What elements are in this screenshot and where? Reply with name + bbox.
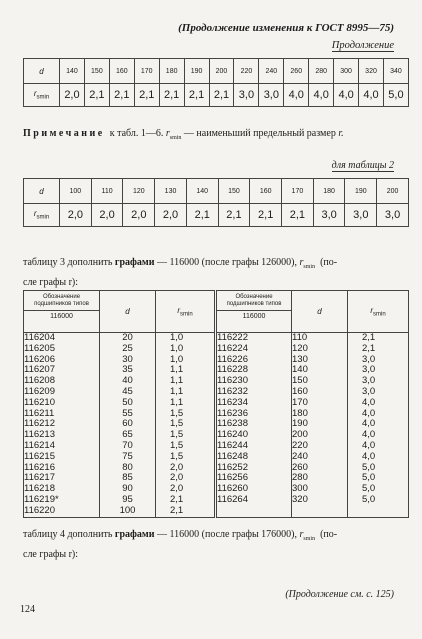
d-value-cell: 140 <box>186 179 218 204</box>
para3-r-sub: smin <box>303 264 316 270</box>
d-value-cell: 190 <box>345 179 377 204</box>
table-3-cell: 116236 <box>217 407 248 419</box>
table-3-cell: 2,1 <box>170 504 184 516</box>
table-3-cell: 116248 <box>217 450 248 462</box>
d-value-cell: 170 <box>134 59 159 84</box>
table-2-r-label: $r_{smin}$ <box>24 204 60 227</box>
table-3-cell: 116244 <box>217 439 248 451</box>
table-3-cell: 116220 <box>24 504 55 516</box>
table-3-right-d-header: d <box>292 291 348 333</box>
table-3-cell: 1,5 <box>170 450 184 462</box>
r-value-cell: 2,1 <box>218 204 250 227</box>
r-value-cell: 4,0 <box>359 84 384 107</box>
table-3-cell: 4,0 <box>362 450 376 462</box>
note-symbol-sub: smin <box>169 135 182 141</box>
table-3-cell: 5,0 <box>362 461 376 473</box>
table-3-cell: 180 <box>292 407 308 419</box>
para4-part1: таблицу 4 дополнить <box>23 529 113 540</box>
table-3-cell: 116226 <box>217 353 248 365</box>
d-value-cell: 150 <box>218 179 250 204</box>
table-3-cell: 4,0 <box>362 439 376 451</box>
table-3-cell: 95 <box>122 493 133 505</box>
table-3-cell: 3,0 <box>362 353 376 365</box>
para3-part3: (по- <box>320 257 338 268</box>
table-3-cell: 4,0 <box>362 396 376 408</box>
r-value-cell: 5,0 <box>383 84 408 107</box>
continuation-label: Продолжение <box>331 40 394 51</box>
table-3-cell: 110 <box>292 332 308 343</box>
table-3-cell: 2,1 <box>362 332 376 343</box>
continued-note: (Продолжение см. с. 125) <box>285 589 394 600</box>
table-1-r-label: $r_{smin}$ <box>24 84 60 107</box>
r-value-cell: 2,1 <box>250 204 282 227</box>
table-3-cell: 1,1 <box>170 396 184 408</box>
table-4-instruction <box>23 527 408 562</box>
table-3-cell: 200 <box>292 429 308 441</box>
table-3-cell: 2,1 <box>362 342 376 354</box>
table-3-cell: 90 <box>122 483 133 495</box>
table-1-d-label: d <box>24 59 60 84</box>
table-3-cell: 116240 <box>217 429 248 441</box>
note-tail: r. <box>338 128 344 139</box>
table-3-cell: 5,0 <box>362 472 376 484</box>
para3-line2: сле графы r): <box>23 277 79 288</box>
table-3-cell: 116224 <box>217 342 248 354</box>
table-3-instruction <box>23 255 408 290</box>
table-3-right-r-header: $r_{smin}$ <box>348 291 409 333</box>
table-3-cell: 20 <box>122 332 133 343</box>
para4-r: r <box>299 529 304 540</box>
table-3-cell: 116205 <box>24 342 55 354</box>
table-3-cell: 1,0 <box>170 332 184 343</box>
table-3-cell: 260 <box>292 461 308 473</box>
table-3-right-code-header <box>216 291 292 333</box>
table-3-cell: 116209 <box>24 385 55 397</box>
para4-r-sub: smin <box>303 536 316 542</box>
table-3-cell: 116238 <box>217 418 248 430</box>
table-3-left-code-header <box>24 291 100 333</box>
table-2-d-label: d <box>24 179 60 204</box>
table-3-cell: 45 <box>122 385 133 397</box>
d-value-cell: 160 <box>250 179 282 204</box>
para3-bold: графами <box>114 257 155 268</box>
right-r-column <box>348 333 409 518</box>
right-header-code: 116000 <box>217 310 291 324</box>
d-value-cell: 120 <box>123 179 155 204</box>
table-3-cell: 2,0 <box>170 461 184 473</box>
note-symbol: r <box>165 128 170 139</box>
r-value-cell: 3,0 <box>377 204 409 227</box>
r-value-cell: 2,1 <box>134 84 159 107</box>
para4-line2: сле графы r): <box>23 549 79 560</box>
left-header-label: Обозначение подшипников типов <box>34 294 89 307</box>
d-value-cell: 200 <box>209 59 234 84</box>
r-value-cell: 2,0 <box>155 204 187 227</box>
table-3-cell: 30 <box>122 353 133 365</box>
d-value-cell: 240 <box>259 59 284 84</box>
para4-bold: графами <box>114 529 155 540</box>
table-3-cell: 116212 <box>24 418 55 430</box>
table-3-cell: 130 <box>292 353 308 365</box>
table-3-cell: 100 <box>119 504 136 516</box>
table-3-left-d-header: d <box>100 291 156 333</box>
para3-part1: таблицу 3 дополнить <box>23 257 113 268</box>
d-value-cell: 260 <box>284 59 309 84</box>
table-3-cell: 40 <box>122 375 133 387</box>
table-3-cell: 3,0 <box>362 375 376 387</box>
table-3-cell: 320 <box>292 493 308 505</box>
table-3-cell: 116204 <box>24 332 55 343</box>
table-3-cell: 240 <box>292 450 308 462</box>
r-value-cell: 2,1 <box>159 84 184 107</box>
d-value-cell: 340 <box>383 59 408 84</box>
table-3-cell: 116222 <box>217 332 248 343</box>
d-value-cell: 140 <box>60 59 85 84</box>
table-2-caption: для таблицы 2 <box>331 160 394 171</box>
right-d-column <box>292 333 348 518</box>
table-3-cell: 60 <box>122 418 133 430</box>
table-3-cell: 70 <box>122 439 133 451</box>
r-value-cell: 4,0 <box>309 84 334 107</box>
table-3-cell: 150 <box>292 375 308 387</box>
r-value-cell: 2,1 <box>109 84 134 107</box>
r-value-cell: 2,1 <box>209 84 234 107</box>
table-3-cell: 55 <box>122 407 133 419</box>
table-3-cell: 116213 <box>24 429 55 441</box>
table-3-cell: 1,0 <box>170 342 184 354</box>
r-value-cell: 2,1 <box>184 84 209 107</box>
left-d-column <box>100 333 156 518</box>
table-3-cell: 116219* <box>24 493 59 505</box>
table-3-cell: 116217 <box>24 472 55 484</box>
table-3-cell: 116264 <box>217 493 248 505</box>
right-codes-column <box>216 333 292 518</box>
table-3-cell: 116215 <box>24 450 55 462</box>
r-value-cell: 3,0 <box>259 84 284 107</box>
table-3-cell: 2,1 <box>170 493 184 505</box>
table-3-cell: 116211 <box>24 407 55 419</box>
note-paragraph <box>23 126 403 146</box>
table-3-cell: 25 <box>122 342 133 354</box>
r-value-cell: 3,0 <box>313 204 345 227</box>
left-r-column <box>156 333 216 518</box>
table-3-addition <box>23 290 409 518</box>
r-value-cell: 3,0 <box>345 204 377 227</box>
table-3-cell: 220 <box>292 439 308 451</box>
d-value-cell: 280 <box>309 59 334 84</box>
para4-part3: (по- <box>320 529 338 540</box>
table-3-cell: 116234 <box>217 396 248 408</box>
table-3-cell: 2,0 <box>170 472 184 484</box>
r-value-cell: 4,0 <box>284 84 309 107</box>
table-3-cell: 4,0 <box>362 418 376 430</box>
left-header-code: 116000 <box>24 310 99 324</box>
table-3-cell: 2,0 <box>170 483 184 495</box>
table-1-continuation <box>23 58 409 107</box>
r-value-cell: 3,0 <box>234 84 259 107</box>
d-value-cell: 170 <box>282 179 314 204</box>
table-3-cell: 1,5 <box>170 429 184 441</box>
table-3-cell: 116208 <box>24 375 55 387</box>
table-3-cell: 160 <box>292 385 308 397</box>
table-3-cell: 1,5 <box>170 418 184 430</box>
table-3-cell: 116210 <box>24 396 55 408</box>
d-value-cell: 130 <box>155 179 187 204</box>
right-header-label: Обозначение подшипников типов <box>226 294 282 307</box>
table-2-addition <box>23 178 409 227</box>
para3-part2: — 116000 (после графы 126000), <box>157 257 298 268</box>
table-3-cell: 50 <box>122 396 133 408</box>
table-3-cell: 1,1 <box>170 364 184 376</box>
table-3-cell: 1,1 <box>170 385 184 397</box>
para4-part2: — 116000 (после графы 176000), <box>157 529 298 540</box>
table-3-cell: 170 <box>292 396 308 408</box>
table-3-cell: 120 <box>292 342 308 354</box>
table-3-left-r-header: $r_{smin}$ <box>156 291 216 333</box>
table-3-cell: 80 <box>122 461 133 473</box>
table-3-cell: 85 <box>122 472 133 484</box>
r-value-cell: 2,1 <box>84 84 109 107</box>
r-value-cell: 2,0 <box>123 204 155 227</box>
r-value-cell: 2,0 <box>60 84 85 107</box>
table-3-cell: 280 <box>292 472 308 484</box>
table-3-cell: 65 <box>122 429 133 441</box>
r-value-cell: 2,0 <box>60 204 92 227</box>
table-3-cell: 300 <box>292 483 308 495</box>
table-3-cell: 116218 <box>24 483 55 495</box>
table-3-cell: 116228 <box>217 364 248 376</box>
table-3-cell: 116252 <box>217 461 248 473</box>
table-3-cell: 5,0 <box>362 493 376 505</box>
para3-r: r <box>299 257 304 268</box>
table-3-cell: 4,0 <box>362 407 376 419</box>
d-value-cell: 180 <box>313 179 345 204</box>
page-number: 124 <box>20 604 35 615</box>
table-3-cell: 140 <box>292 364 308 376</box>
d-value-cell: 180 <box>159 59 184 84</box>
r-value-cell: 2,1 <box>282 204 314 227</box>
r-value-cell: 4,0 <box>334 84 359 107</box>
d-value-cell: 220 <box>234 59 259 84</box>
d-value-cell: 320 <box>359 59 384 84</box>
d-value-cell: 200 <box>377 179 409 204</box>
table-3-cell: 116230 <box>217 375 248 387</box>
d-value-cell: 100 <box>60 179 92 204</box>
table-3-cell: 116207 <box>24 364 55 376</box>
table-3-cell: 116206 <box>24 353 55 365</box>
note-text-before: к табл. 1—6. <box>109 128 164 139</box>
left-codes-column <box>24 333 100 518</box>
table-3-cell: 1,0 <box>170 353 184 365</box>
d-value-cell: 300 <box>334 59 359 84</box>
table-3-cell: 1,5 <box>170 439 184 451</box>
note-text-after: — наименьший предельный размер <box>183 128 336 139</box>
table-3-cell: 116214 <box>24 439 55 451</box>
table-3-cell: 190 <box>292 418 308 430</box>
r-value-cell: 2,0 <box>91 204 123 227</box>
note-lead: Примечание <box>23 128 105 139</box>
table-3-cell: 3,0 <box>362 364 376 376</box>
table-3-cell: 3,0 <box>362 385 376 397</box>
table-3-cell: 116256 <box>217 472 248 484</box>
table-3-cell: 116216 <box>24 461 55 473</box>
table-3-cell: 75 <box>122 450 133 462</box>
table-3-cell: 5,0 <box>362 483 376 495</box>
table-3-cell: 4,0 <box>362 429 376 441</box>
table-3-cell: 1,5 <box>170 407 184 419</box>
running-header: (Продолжение изменения к ГОСТ 8995—75) <box>178 22 394 34</box>
d-value-cell: 190 <box>184 59 209 84</box>
table-3-cell: 116260 <box>217 483 248 495</box>
d-value-cell: 150 <box>84 59 109 84</box>
d-value-cell: 160 <box>109 59 134 84</box>
d-value-cell: 110 <box>91 179 123 204</box>
table-3-cell: 35 <box>122 364 133 376</box>
table-3-cell: 1,1 <box>170 375 184 387</box>
table-3-cell: 116232 <box>217 385 248 397</box>
r-value-cell: 2,1 <box>186 204 218 227</box>
